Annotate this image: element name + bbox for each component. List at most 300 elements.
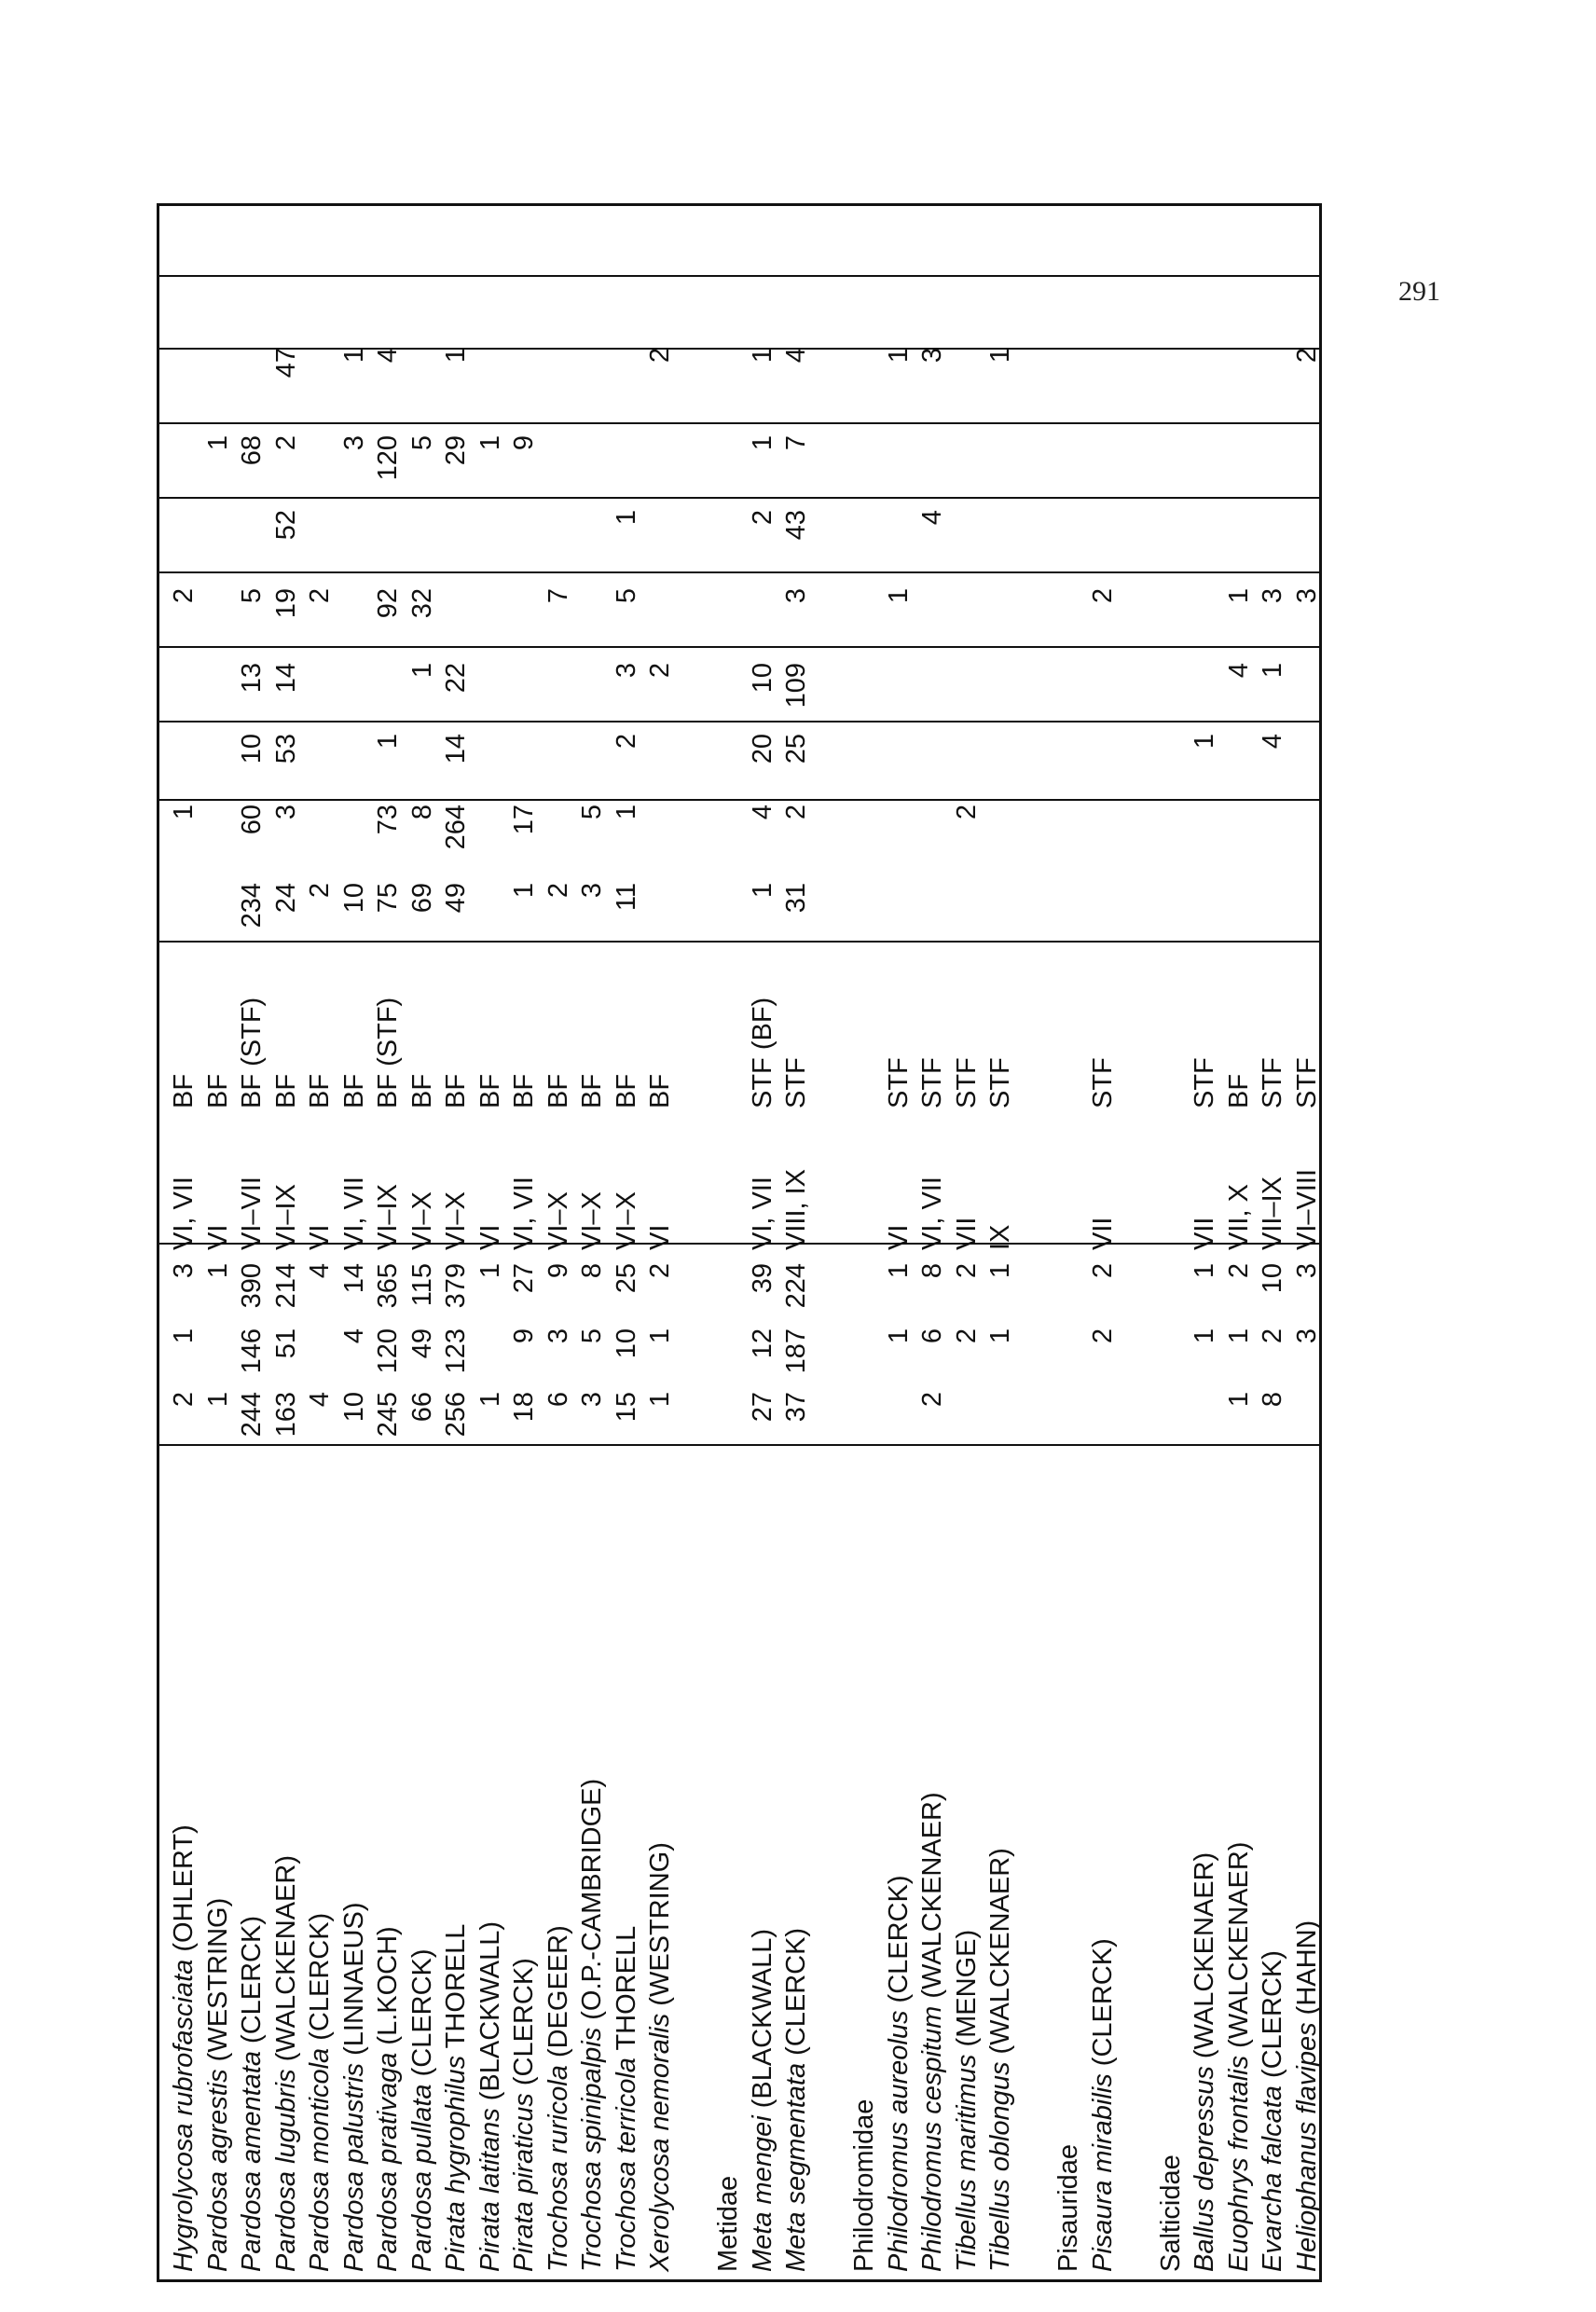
table-cell-months: VI [645, 1224, 675, 1250]
species-authority: THORELL [441, 1923, 471, 2056]
table-cell-c13 [406, 348, 440, 406]
table-cell-c13 [303, 348, 337, 406]
table-cell-c8 [1290, 734, 1325, 791]
table-cell-c9 [337, 663, 372, 721]
table-cell-c2: 12 [747, 1328, 777, 1359]
table-cell-c13 [1188, 348, 1222, 406]
species-authority: (CLERCK) [1087, 1938, 1118, 2074]
table-cell-c9: 4 [1223, 663, 1254, 679]
table-cell-c7 [711, 805, 746, 866]
table-cell-c10 [984, 588, 1018, 646]
species-column [159, 1470, 1327, 2272]
table-cell-c7: 2 [951, 805, 982, 820]
table-cell-months: VI–X [611, 1191, 641, 1250]
table-cell-c7 [1018, 805, 1053, 866]
table-cell-c8: 53 [270, 734, 301, 764]
site-column-5 [159, 588, 1327, 646]
table-cell-c9 [1086, 663, 1121, 721]
table-cell-c9 [371, 663, 406, 721]
table-cell-c3 [1052, 1263, 1086, 1323]
table-cell-c9 [1290, 663, 1325, 721]
species-authority: (CLERCK) [406, 1948, 437, 2085]
table-cell-c3: 3 [169, 1263, 199, 1279]
table-cell-c1: 8 [1258, 1392, 1287, 1408]
table-cell-c9: 1 [406, 663, 437, 679]
table-cell-c3: 1 [985, 1263, 1015, 1279]
table-cell-c2: 2 [1258, 1328, 1287, 1344]
table-cell-c2: 146 [237, 1328, 267, 1374]
table-cell-c10 [575, 588, 610, 646]
table-cell-c11 [1188, 510, 1222, 568]
table-cell-c13 [235, 348, 269, 406]
table-cell-c12: 5 [406, 435, 437, 451]
table-cell-months: VI–X [543, 1191, 573, 1250]
table-cell-c1: 256 [441, 1392, 471, 1438]
species-name [439, 1470, 474, 2272]
table-cell-c2 [1018, 1328, 1053, 1386]
species-binomial: Meta segmentata [781, 2062, 811, 2272]
table-cell-c8: 25 [781, 734, 811, 764]
table-cell-c12: 1 [202, 435, 233, 451]
table-cell-c2: 1 [985, 1328, 1015, 1344]
table-cell-c3: 2 [951, 1263, 982, 1279]
table-cell-months [678, 1138, 712, 1250]
table-cell-c12 [814, 435, 848, 493]
table-cell-c10 [439, 588, 474, 646]
species-authority: (HAHN) [1291, 1920, 1322, 2023]
species-name [235, 1470, 269, 2272]
table-cell-months: VI–X [406, 1191, 437, 1250]
table-cell-c7: 2 [781, 805, 811, 820]
table-cell-c3: 2 [1223, 1263, 1254, 1279]
table-cell-months [1154, 1138, 1189, 1250]
table-cell-c6: 31 [781, 883, 811, 914]
species-binomial: Pardosa agrestis [202, 2069, 233, 2272]
table-cell-c13 [1086, 348, 1121, 406]
table-cell-c8: 1 [1190, 734, 1219, 750]
species-name [779, 1470, 814, 2272]
table-cell-c12 [1052, 435, 1086, 493]
species-name [269, 1470, 304, 2272]
species-name [643, 1470, 678, 2272]
table-cell-c11 [1086, 510, 1121, 568]
species-binomial: Evarcha falcata [1258, 2085, 1287, 2272]
table-cell-habitat [847, 959, 882, 1108]
table-cell-c7 [915, 805, 950, 866]
table-cell-c6 [1086, 883, 1121, 944]
table-cell-c6 [1154, 883, 1189, 944]
species-binomial: Pardosa prativaga [373, 2052, 403, 2272]
table-cell-c7 [847, 805, 882, 866]
table-cell-c2 [1120, 1328, 1154, 1386]
table-cell-c12: 120 [373, 435, 403, 481]
species-authority: (CLERCK) [509, 1958, 539, 2094]
table-cell-c6 [643, 883, 678, 944]
table-cell-c6: 234 [237, 883, 267, 929]
table-cell-c13 [1018, 348, 1053, 406]
table-cell-c2: 2 [951, 1328, 982, 1344]
species-binomial: Xerolycosa nemoralis [645, 2013, 675, 2272]
table-cell-c11 [542, 510, 576, 568]
table-cell-c13 [1256, 348, 1290, 406]
site-column-7 [159, 435, 1327, 493]
table-cell-c10: 5 [237, 588, 267, 604]
table-cell-c7 [1290, 805, 1325, 866]
table-cell-habitat: STF [1258, 1057, 1287, 1108]
species-authority: (O.P.-CAMBRIDGE) [577, 1778, 607, 2028]
table-cell-c7 [1052, 805, 1086, 866]
species-name [474, 1470, 508, 2272]
table-cell-c9 [950, 663, 984, 721]
table-cell-habitat: BF [543, 1073, 573, 1108]
table-cell-c2: 1 [1190, 1328, 1219, 1344]
table-cell-c2: 6 [917, 1328, 947, 1344]
species-authority: (BLACKWALL) [475, 1920, 505, 2109]
table-cell-c13 [950, 348, 984, 406]
count-column-1 [159, 1392, 1327, 1450]
species-binomial: Heliophanus flavipes [1291, 2022, 1322, 2272]
table-cell-c9 [575, 663, 610, 721]
table-cell-c1: 1 [475, 1392, 505, 1408]
table-cell-months: VII [1190, 1217, 1219, 1250]
table-cell-months: VI, VII [509, 1177, 539, 1250]
table-cell-c10 [1120, 588, 1154, 646]
table-cell-c1: 1 [645, 1392, 675, 1408]
table-cell-habitat [1052, 959, 1086, 1108]
table-cell-c12 [167, 435, 201, 493]
table-cell-habitat [711, 959, 746, 1108]
table-cell-habitat: STF [1087, 1057, 1118, 1108]
table-cell-habitat [814, 959, 848, 1108]
table-cell-c13 [678, 348, 712, 406]
species-authority: (CLERCK) [1258, 1950, 1287, 2086]
table-cell-c13: 1 [883, 348, 914, 364]
table-cell-months [1018, 1138, 1053, 1250]
table-cell-c9: 13 [237, 663, 267, 694]
table-cell-c3 [814, 1263, 848, 1323]
site-column-8 [159, 348, 1327, 406]
table-cell-c1: 1 [202, 1392, 233, 1408]
table-cell-c3 [847, 1263, 882, 1323]
table-cell-habitat: BF [611, 1073, 641, 1108]
table-cell-c6: 11 [611, 883, 641, 912]
table-cell-c8: 1 [373, 734, 403, 750]
table-cell-c1: 2 [917, 1392, 947, 1408]
table-cell-habitat: BF [475, 1073, 505, 1108]
table-cell-c12 [984, 435, 1018, 493]
table-cell-c12: 2 [270, 435, 301, 451]
table-cell-c2 [711, 1328, 746, 1386]
species-authority: (WESTRING) [202, 1897, 233, 2070]
table-cell-months: VI–X [577, 1191, 607, 1250]
table-cell-c1: 10 [338, 1392, 369, 1423]
table-cell-c6 [201, 883, 236, 944]
table-cell-c10 [814, 588, 848, 646]
table-cell-c9 [1154, 663, 1189, 721]
table-cell-c13: 1 [985, 348, 1015, 364]
table-cell-c2: 3 [543, 1328, 573, 1344]
table-cell-c10 [643, 588, 678, 646]
species-authority: (WALCKENAER) [1223, 1841, 1254, 2056]
table-cell-c12: 29 [441, 435, 471, 466]
table-cell-months [1052, 1138, 1086, 1250]
table-cell-c3: 8 [577, 1263, 607, 1279]
table-cell-c3: 365 [373, 1263, 403, 1309]
table-cell-months [847, 1138, 882, 1250]
species-binomial: Trochosa terricola [611, 2057, 641, 2272]
species-authority: (WALCKENAER) [270, 1855, 301, 2070]
table-cell-c3 [1018, 1263, 1053, 1323]
table-cell-c13 [711, 348, 746, 406]
table-cell-c1 [678, 1392, 712, 1450]
table-cell-months [1120, 1138, 1154, 1250]
table-cell-c10 [1052, 588, 1086, 646]
table-cell-c3 [1154, 1263, 1189, 1323]
table-cell-c6: 49 [441, 883, 471, 914]
table-cell-c12 [915, 435, 950, 493]
species-name [303, 1470, 337, 2272]
family-heading: Pisauridae [1053, 2143, 1083, 2272]
table-cell-c8 [984, 734, 1018, 791]
table-cell-c10: 3 [1258, 588, 1287, 604]
table-cell-c2: 1 [1223, 1328, 1254, 1344]
table-cell-habitat: STF [1190, 1057, 1219, 1108]
table-cell-c8 [678, 734, 712, 791]
table-cell-c12 [1120, 435, 1154, 493]
species-binomial: Meta mengei [747, 2115, 777, 2272]
species-binomial: Hygrolycosa rubrofasciata [169, 1959, 199, 2272]
table-cell-c12 [882, 435, 916, 493]
table-cell-c11 [1052, 510, 1086, 568]
table-cell-c6 [814, 883, 848, 944]
table-cell-c2 [847, 1328, 882, 1386]
table-cell-c13 [542, 348, 576, 406]
table-cell-c6 [474, 883, 508, 944]
site-column-2 [159, 805, 1327, 866]
species-binomial: Pisaura mirabilis [1087, 2073, 1118, 2272]
table-cell-c1 [847, 1392, 882, 1450]
table-cell-c10 [678, 588, 712, 646]
table-cell-c7 [337, 805, 372, 866]
table-cell-c7 [882, 805, 916, 866]
table-cell-c7: 264 [441, 805, 471, 850]
table-cell-c12 [643, 435, 678, 493]
species-binomial: Trochosa ruricola [543, 2065, 573, 2272]
table-cell-c12 [610, 435, 644, 493]
table-cell-c7 [201, 805, 236, 866]
table-cell-c13 [201, 348, 236, 406]
table-cell-c11 [303, 510, 337, 568]
species-name [678, 1470, 712, 2272]
table-cell-c8 [1018, 734, 1053, 791]
table-cell-c12 [575, 435, 610, 493]
table-cell-c10: 32 [406, 588, 437, 619]
table-cell-c9: 1 [1258, 663, 1287, 679]
table-cell-c8 [167, 734, 201, 791]
table-cell-c12 [1154, 435, 1189, 493]
table-cell-c10 [746, 588, 780, 646]
table-cell-c10 [915, 588, 950, 646]
table-cell-months: VI–IX [373, 1184, 403, 1250]
table-cell-c1: 1 [1223, 1392, 1254, 1408]
table-cell-c1 [814, 1392, 848, 1450]
table-cell-c13: 2 [645, 348, 675, 364]
table-cell-c9 [984, 663, 1018, 721]
table-cell-c12: 3 [338, 435, 369, 451]
table-cell-c13 [575, 348, 610, 406]
table-cell-c1: 3 [577, 1392, 607, 1408]
table-cell-habitat: BF [406, 1073, 437, 1108]
table-cell-c7 [814, 805, 848, 866]
species-binomial: Pirata latitans [475, 2108, 505, 2272]
table-cell-c1: 15 [611, 1392, 641, 1423]
count-column-2 [159, 1328, 1327, 1386]
species-name [1256, 1470, 1290, 2272]
table-cell-c7 [1120, 805, 1154, 866]
table-cell-c1: 18 [509, 1392, 539, 1423]
table-cell-c6 [1018, 883, 1053, 944]
table-cell-c11 [235, 510, 269, 568]
table-cell-c6 [1188, 883, 1222, 944]
table-cell-c6 [1120, 883, 1154, 944]
table-cell-c1 [1052, 1392, 1086, 1450]
table-cell-c9 [711, 663, 746, 721]
table-cell-c9 [814, 663, 848, 721]
table-cell-c13: 1 [747, 348, 777, 364]
data-table [157, 203, 1322, 2282]
table-cell-c7 [1086, 805, 1121, 866]
table-cell-months: VI [883, 1224, 914, 1250]
table-cell-c12 [711, 435, 746, 493]
table-cell-c6 [950, 883, 984, 944]
table-cell-c3: 1 [883, 1263, 914, 1279]
table-cell-c3: 214 [270, 1263, 301, 1309]
table-cell-months: VI [202, 1224, 233, 1250]
table-cell-c10 [711, 588, 746, 646]
table-cell-c13: 1 [338, 348, 369, 364]
table-cell-habitat: BF [305, 1073, 335, 1108]
table-cell-c9: 109 [781, 663, 811, 709]
table-cell-c3: 1 [475, 1263, 505, 1279]
table-cell-c3: 2 [1087, 1263, 1118, 1279]
table-cell-c7: 3 [270, 805, 301, 820]
table-cell-c3 [1120, 1263, 1154, 1323]
species-authority: (WESTRING) [645, 1842, 675, 2014]
table-cell-c9 [201, 663, 236, 721]
species-name [915, 1470, 950, 2272]
table-cell-habitat [1120, 959, 1154, 1108]
table-cell-c6 [847, 883, 882, 944]
table-cell-c12 [1086, 435, 1121, 493]
table-cell-c8: 10 [237, 734, 267, 764]
table-cell-c7: 8 [406, 805, 437, 820]
table-cell-c11 [814, 510, 848, 568]
table-cell-c12 [1018, 435, 1053, 493]
species-authority: (WALCKENAER) [917, 1792, 947, 2006]
table-cell-c1: 4 [305, 1392, 335, 1408]
table-cell-habitat: BF (STF) [373, 997, 403, 1108]
table-cell-c6 [167, 883, 201, 944]
table-cell-c6 [1222, 883, 1257, 944]
table-cell-c2: 3 [1291, 1328, 1322, 1344]
species-binomial: Pardosa lugubris [270, 2069, 301, 2272]
species-authority: (CLERCK) [237, 1916, 267, 2052]
table-cell-c13: 4 [781, 348, 811, 364]
table-cell-c8 [1120, 734, 1154, 791]
species-authority: (WALCKENAER) [985, 1848, 1015, 2062]
table-cell-c2 [814, 1328, 848, 1386]
table-cell-habitat: BF [509, 1073, 539, 1108]
table-cell-c1 [984, 1392, 1018, 1450]
table-cell-c12 [303, 435, 337, 493]
family-heading: Metidae [713, 2175, 743, 2272]
table-cell-c13: 4 [373, 348, 403, 364]
rotated-table-body [159, 206, 1322, 2279]
table-cell-c6 [1290, 883, 1325, 944]
table-cell-c9: 3 [611, 663, 641, 679]
table-cell-c8 [1052, 734, 1086, 791]
table-cell-c1 [1086, 1392, 1121, 1450]
table-cell-c2: 10 [611, 1328, 641, 1359]
table-cell-c1: 163 [270, 1392, 301, 1438]
table-cell-c2 [1154, 1328, 1189, 1386]
table-cell-c13 [847, 348, 882, 406]
table-cell-c1: 245 [373, 1392, 403, 1438]
table-cell-c6: 2 [305, 883, 335, 899]
site-column-3 [159, 734, 1327, 791]
table-cell-months: VI [475, 1224, 505, 1250]
table-cell-months: VI, VII [338, 1177, 369, 1250]
table-cell-c3: 2 [645, 1263, 675, 1279]
table-cell-c12 [1290, 435, 1325, 493]
table-cell-c9 [507, 663, 542, 721]
table-cell-habitat: BF [202, 1073, 233, 1108]
table-cell-habitat [1154, 959, 1189, 1108]
table-cell-c11: 52 [270, 510, 301, 541]
species-name [371, 1470, 406, 2272]
species-binomial: Tibellus oblongus [985, 2061, 1015, 2272]
table-cell-c3: 115 [406, 1263, 437, 1307]
table-cell-c9 [678, 663, 712, 721]
species-name [882, 1470, 916, 2272]
table-cell-months: VIII, IX [781, 1168, 811, 1250]
table-cell-c10 [1154, 588, 1189, 646]
family-heading: Philodromidae [849, 2099, 879, 2272]
table-cell-c11 [950, 510, 984, 568]
table-cell-c9: 22 [441, 663, 471, 694]
table-cell-c10: 2 [169, 588, 199, 604]
table-cell-c13 [1154, 348, 1189, 406]
table-cell-c6: 75 [373, 883, 403, 914]
table-cell-c2: 1 [645, 1328, 675, 1344]
table-cell-c3: 39 [747, 1263, 777, 1294]
table-cell-c6: 10 [338, 883, 369, 914]
species-name [337, 1470, 372, 2272]
species-name [746, 1470, 780, 2272]
table-cell-c2: 1 [169, 1328, 199, 1344]
table-cell-c3: 1 [202, 1263, 233, 1279]
table-cell-c3: 14 [338, 1263, 369, 1294]
species-name [406, 1470, 440, 2272]
table-cell-c2: 2 [1087, 1328, 1118, 1344]
table-cell-c11 [984, 510, 1018, 568]
table-cell-c3: 27 [509, 1263, 539, 1294]
species-authority: (LINNAEUS) [338, 1902, 369, 2063]
table-cell-c8 [303, 734, 337, 791]
table-cell-c3: 1 [1190, 1263, 1219, 1279]
table-cell-c11 [847, 510, 882, 568]
table-cell-c10 [201, 588, 236, 646]
